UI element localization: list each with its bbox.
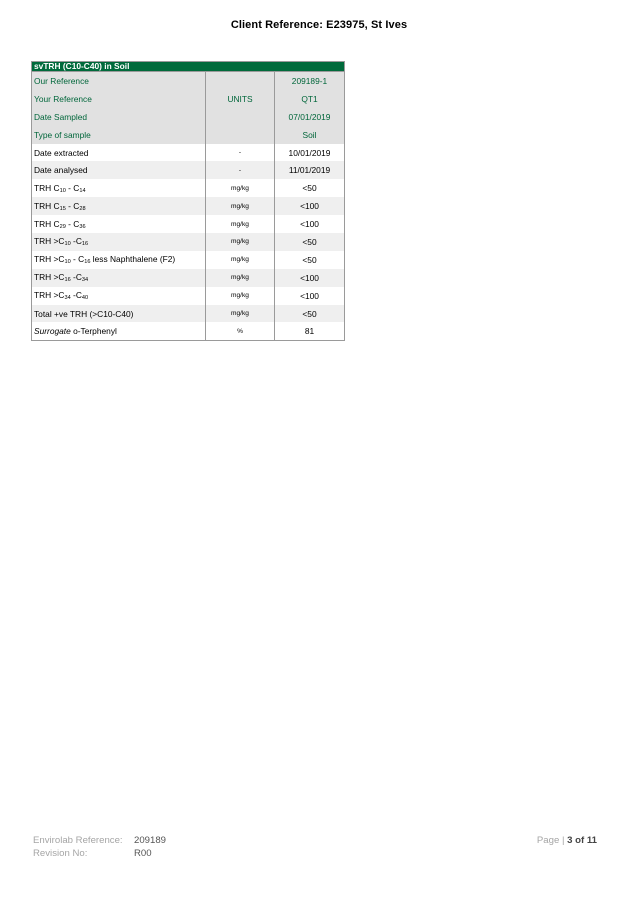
row-value: 11/01/2019 (275, 161, 345, 179)
row-units (206, 108, 275, 126)
row-label: TRH $>C_{34}$ $-C_{40}$ (32, 287, 206, 305)
row-label: TRH $>C_{16}$ $-C_{34}$ (32, 269, 206, 287)
table-row (32, 179, 345, 197)
table-row (32, 197, 345, 215)
page-number: Page | 3 of 11 (536, 835, 597, 846)
row-label: TRH $C_{10} - C_{14}$ (32, 179, 206, 197)
row-label: TRH $C_{29} - C_{36}$ (32, 215, 206, 233)
meta-row-type-of-sample (32, 126, 345, 144)
envirolab-reference-value: 209189 (134, 835, 167, 846)
row-value: Soil (275, 126, 345, 144)
table-row (32, 215, 345, 233)
table-title: svTRH (C10-C40) in Soil (32, 62, 345, 72)
row-units: mg/kg (206, 215, 275, 233)
envirolab-reference-label: Envirolab Reference: (33, 835, 123, 846)
row-value: <50 (275, 305, 345, 323)
row-label: TRH $>C_{10}$ $-C_{16}$ (32, 233, 206, 251)
row-units: - (206, 161, 275, 179)
table-row (32, 161, 345, 179)
table-title-row (32, 62, 345, 72)
revision-value: R00 (134, 848, 152, 860)
row-value: 07/01/2019 (275, 108, 345, 126)
row-label: Date Sampled (32, 108, 206, 126)
client-reference-heading: Client Reference: E23975, St Ives (230, 19, 408, 31)
row-units: - (206, 144, 275, 162)
table-row (32, 287, 345, 305)
row-value: <100 (275, 215, 345, 233)
row-value: <100 (275, 197, 345, 215)
row-units: mg/kg (206, 305, 275, 323)
row-value: <100 (275, 287, 345, 305)
table-row (32, 305, 345, 323)
row-units: mg/kg (206, 251, 275, 269)
row-units (206, 126, 275, 144)
row-label: Our Reference (32, 72, 206, 90)
table-row (32, 233, 345, 251)
meta-row-our-reference (32, 72, 345, 90)
footer-references (33, 834, 166, 861)
row-units: mg/kg (206, 197, 275, 215)
row-label: TRH $C_{15} - C_{28}$ (32, 197, 206, 215)
table-row (32, 322, 345, 340)
table-row (32, 144, 345, 162)
row-units: mg/kg (206, 287, 275, 305)
results-table (31, 61, 345, 341)
row-value: <100 (275, 269, 345, 287)
row-value: QT1 (275, 90, 345, 108)
row-units: mg/kg (206, 179, 275, 197)
row-value: 81 (275, 322, 345, 340)
row-label: Type of sample (32, 126, 206, 144)
table-row (32, 269, 345, 287)
row-units: mg/kg (206, 269, 275, 287)
revision-label: Revision No: (33, 848, 88, 860)
row-label: Total +ve TRH (>C10-C40) (32, 305, 206, 323)
row-value: <50 (275, 251, 345, 269)
row-value: <50 (275, 179, 345, 197)
meta-row-date-sampled (32, 108, 345, 126)
row-label: Surrogate o-Terphenyl (32, 322, 206, 340)
row-label: Date extracted (32, 144, 206, 162)
row-label: TRH $>C_{10} - C_{16}$ less Naphthalene (F2) (32, 251, 206, 269)
row-value: <50 (275, 233, 345, 251)
row-units: % (206, 322, 275, 340)
row-label: Date analysed (32, 161, 206, 179)
row-value: 209189-1 (275, 72, 345, 90)
row-value: 10/01/2019 (275, 144, 345, 162)
units-header: UNITS (206, 90, 275, 108)
meta-row-your-reference (32, 90, 345, 108)
row-units: mg/kg (206, 233, 275, 251)
row-units (206, 72, 275, 90)
table-row (32, 251, 345, 269)
row-label: Your Reference (32, 90, 206, 108)
